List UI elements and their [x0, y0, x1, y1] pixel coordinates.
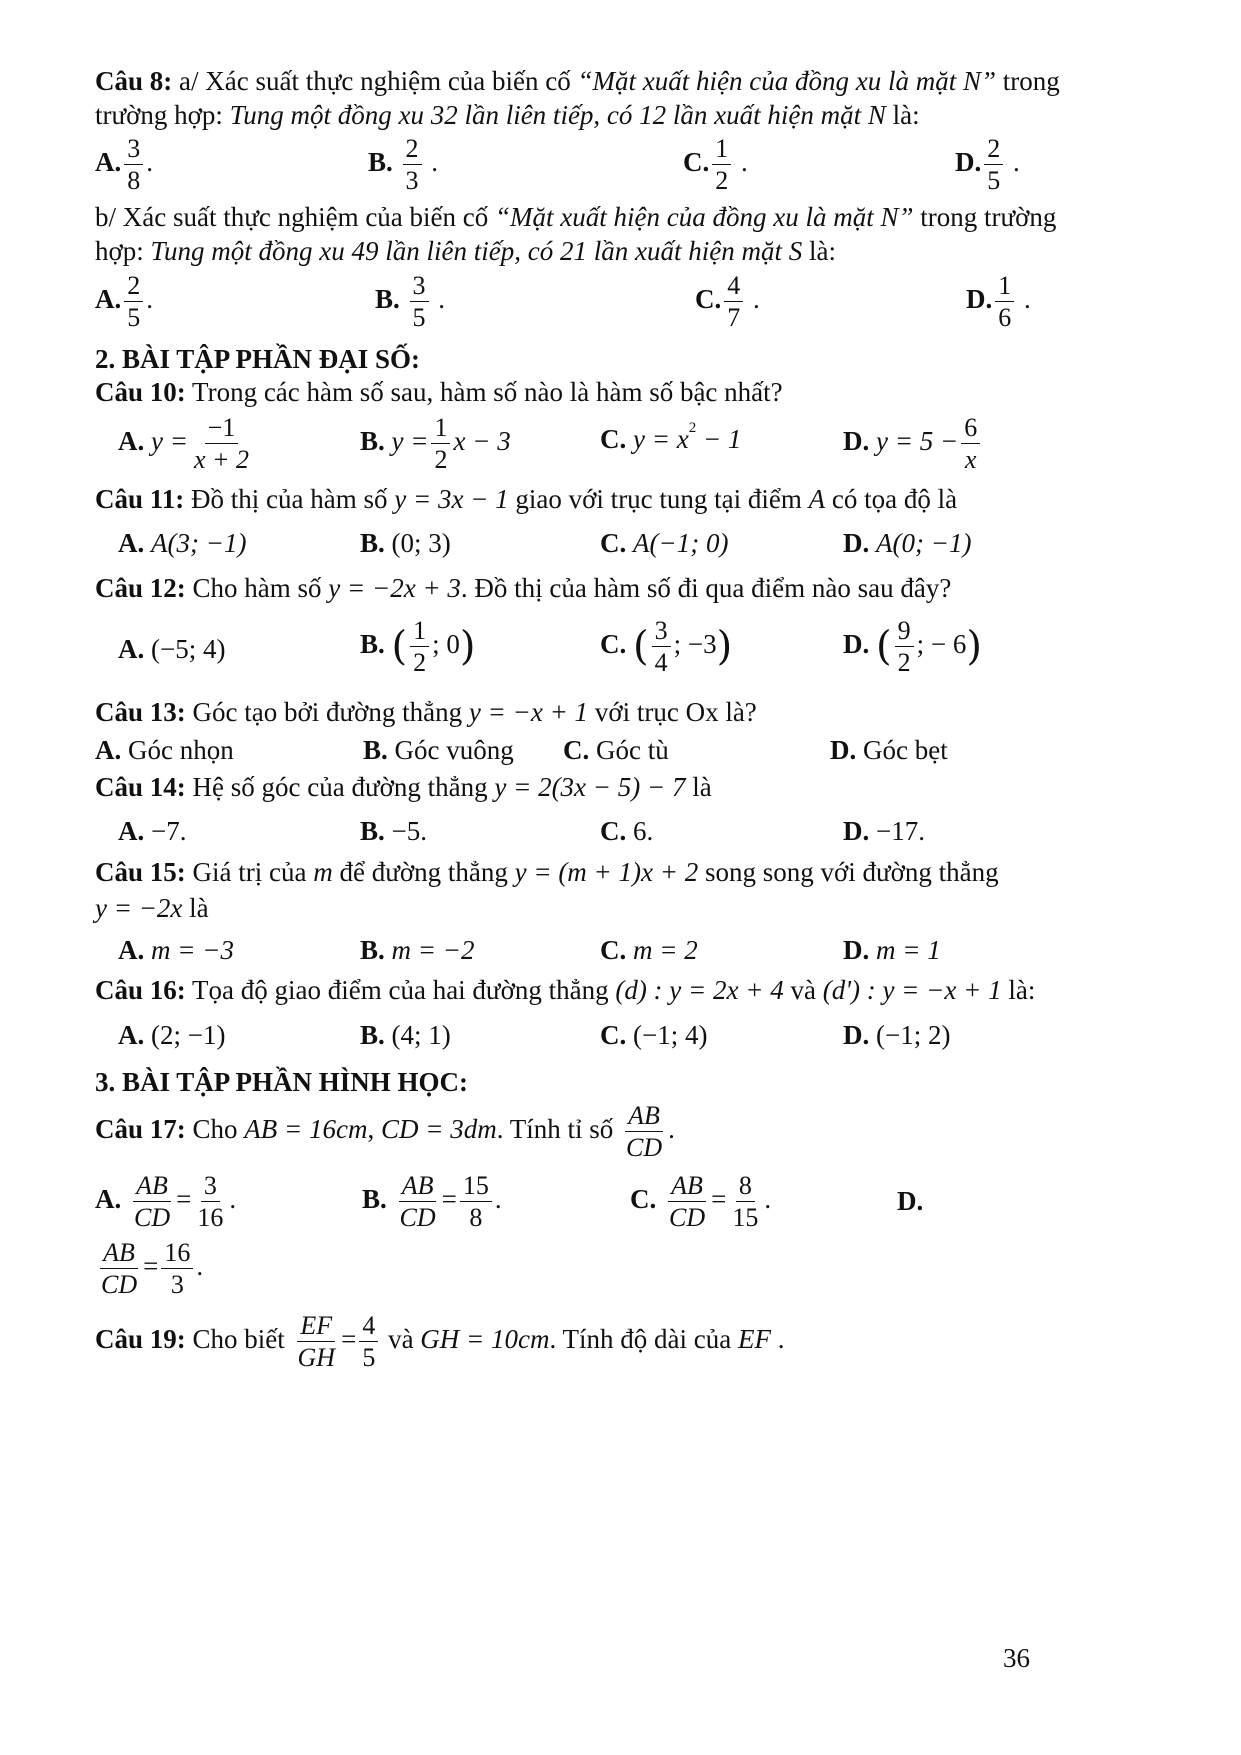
q12-c-rest: ; −3: [673, 628, 717, 659]
q15-option-a-key: A.: [118, 935, 145, 965]
q14-func: y = 2(3x − 5) − 7: [494, 772, 686, 802]
denominator: 4: [654, 648, 668, 678]
q17-comma: ,: [367, 1113, 381, 1144]
q15-option-b[interactable]: [360, 935, 474, 966]
q11-pre: Đồ thị của hàm số: [184, 484, 395, 514]
numerator: 4: [359, 1310, 378, 1342]
q8-a-case-post: là:: [885, 100, 920, 130]
denominator: 2: [897, 648, 911, 678]
q8-b-option-c-key: C.: [695, 283, 722, 314]
denominator: 16: [197, 1203, 224, 1233]
q11-option-c-value: A(−1; 0): [633, 528, 729, 558]
q16-label: Câu 16:: [95, 975, 186, 1005]
q11-option-b-value: (0; 3): [391, 528, 451, 558]
q12-option-a[interactable]: [118, 634, 225, 665]
q15-m: m: [313, 857, 333, 887]
q11-mid: giao với trục tung tại điểm: [508, 484, 809, 514]
q17-option-d-key: D.: [897, 1186, 924, 1216]
fraction: [124, 133, 143, 196]
q15-option-b-key: B.: [360, 935, 385, 965]
denominator: CD: [399, 1203, 436, 1233]
q17-ab: AB = 16cm: [244, 1113, 368, 1144]
q15-option-d-value: m = 1: [876, 935, 941, 965]
numerator: AB: [625, 1100, 663, 1132]
q16-option-c-value: (−1; 4): [633, 1020, 708, 1050]
q8-a-option-a[interactable]: A. $\frac{3}{8}$ .: [95, 134, 153, 196]
numerator: AB: [399, 1170, 437, 1202]
numerator: 1: [995, 270, 1014, 302]
fraction: [995, 270, 1014, 333]
q13-stem: [95, 697, 757, 728]
q15-func: y = (m + 1)x + 2: [514, 857, 699, 887]
q16-option-a-value: (2; −1): [151, 1020, 226, 1050]
q17-option-d[interactable]: [897, 1186, 923, 1217]
q17-option-b[interactable]: B. $\frac{AB}{CD}$ = $\frac{15}{8}$ .: [362, 1171, 502, 1233]
q16-option-a-key: A.: [118, 1020, 145, 1050]
q13-option-d-key: D.: [830, 735, 857, 765]
denominator: 8: [127, 166, 141, 196]
q8-a-option-b-key: B.: [368, 146, 393, 177]
q12-option-c[interactable]: [600, 615, 732, 678]
q17-option-c-key: C.: [630, 1183, 657, 1214]
fraction: [410, 270, 429, 333]
q8-a-option-c-key: C.: [683, 146, 710, 177]
q8-a-option-b[interactable]: B. $\frac{2}{3}$ .: [368, 134, 439, 196]
q14-option-b-value: −5.: [391, 816, 427, 846]
numerator: EF: [297, 1310, 335, 1342]
fraction: [431, 412, 450, 475]
q16-pre: Tọa độ giao điểm của hai đường thẳng: [185, 975, 616, 1005]
q17-option-d-value: $\frac{AB}{CD}$ = $\frac{16}{3}$ .: [95, 1237, 203, 1300]
q17-label: Câu 17:: [95, 1113, 186, 1144]
q16-option-c-key: C.: [600, 1020, 627, 1050]
q10-option-d-key: D.: [843, 425, 870, 456]
left-paren: (: [633, 623, 649, 670]
q8-b-option-b-key: B.: [375, 283, 400, 314]
denominator: 2: [434, 445, 448, 475]
q14-option-d-value: −17.: [876, 816, 925, 846]
numerator: 1: [431, 412, 450, 444]
q10-c-post: − 1: [696, 424, 742, 454]
denominator: 2: [715, 166, 729, 196]
fraction: [131, 1170, 173, 1233]
q15-option-c[interactable]: [600, 935, 698, 966]
q11-pt: A: [808, 484, 826, 514]
q11-option-c[interactable]: [600, 528, 728, 559]
q14-option-a-value: −7.: [151, 816, 187, 846]
q16-option-d-key: D.: [843, 1020, 870, 1050]
q11-option-a[interactable]: [118, 528, 246, 559]
q10-option-b-key: B.: [360, 425, 385, 456]
q8-a-tail: trong: [996, 66, 1060, 96]
numerator: 1: [410, 615, 429, 647]
q16-option-c[interactable]: [600, 1020, 707, 1051]
q8-b-case-pre: hợp:: [95, 236, 151, 266]
q8-b-case-post: là:: [802, 236, 836, 266]
numerator: AB: [668, 1170, 706, 1202]
q11-stem: [95, 484, 957, 515]
q13-option-b[interactable]: [363, 735, 514, 766]
q14-option-d-key: D.: [843, 816, 870, 846]
q8-b-event: “Mặt xuất hiện của đồng xu là mặt N”: [495, 202, 914, 232]
fraction: [652, 615, 671, 678]
q13-option-c[interactable]: [563, 735, 669, 766]
q14-post: là: [685, 772, 712, 802]
q8-b-intro: b/ Xác suất thực nghiệm của biến cố: [95, 202, 496, 232]
q19-label: Câu 19:: [95, 1323, 186, 1354]
fraction: [724, 270, 743, 333]
q10-b-post: x − 3: [453, 425, 511, 456]
q14-option-a[interactable]: [118, 816, 186, 847]
q10-text: Trong các hàm số sau, hàm số nào là hàm số bậc nhất?: [185, 377, 783, 407]
q8-a-line2: [95, 100, 920, 131]
q16-d1: (d) : y = 2x + 4: [615, 975, 784, 1005]
numerator: 15: [460, 1170, 492, 1202]
q8-a-case-pre: trường hợp:: [95, 100, 230, 130]
q8-b-case: Tung một đồng xu 49 lần liên tiếp, có 21 lần xuất hiện mặt S: [150, 236, 803, 266]
q11-option-a-key: A.: [118, 528, 145, 558]
fraction: [295, 1310, 339, 1373]
numerator: AB: [100, 1237, 138, 1269]
q12-option-a-key: A.: [118, 634, 145, 664]
q17-dot: .: [668, 1113, 675, 1144]
q13-option-a-key: A.: [95, 735, 122, 765]
numerator: 4: [724, 270, 743, 302]
fraction: [124, 270, 143, 333]
q8-a-option-d[interactable]: D. $\frac{2}{5}$ .: [955, 134, 1020, 196]
fraction: [729, 1170, 761, 1233]
numerator: 2: [984, 133, 1003, 165]
q15-stem: [95, 857, 999, 888]
q13-option-c-key: C.: [563, 735, 590, 765]
q15-option-a[interactable]: [118, 935, 234, 966]
numerator: AB: [133, 1170, 171, 1202]
q8-a-case: Tung một đồng xu 32 lần liên tiếp, có 12 lần xuất hiện mặt N: [229, 100, 886, 130]
denominator: x: [964, 445, 977, 475]
q10-option-c-key: C.: [600, 424, 627, 454]
q11-option-a-value: A(3; −1): [151, 528, 247, 558]
q11-label: Câu 11:: [95, 484, 185, 514]
numerator: −1: [205, 412, 239, 444]
q13-pre: Góc tạo bởi đường thẳng: [185, 697, 469, 727]
q14-option-d[interactable]: [843, 816, 925, 847]
q12-option-c-key: C.: [600, 628, 627, 659]
q8-a-option-d-key: D.: [955, 146, 982, 177]
q14-option-a-key: A.: [118, 816, 145, 846]
q19-stem: Câu 19: Cho biết $\frac{EF}{GH}$ = $\frac{4}{5}$ và GH = 10cm. Tính độ dài của EF .: [95, 1311, 785, 1373]
q8-b-option-c[interactable]: C. $\frac{4}{7}$ .: [695, 271, 760, 333]
q8-a-intro: a/ Xác suất thực nghiệm của biến cố: [172, 66, 578, 96]
fraction: [623, 1100, 665, 1163]
q14-option-b-key: B.: [360, 816, 385, 846]
q16-option-d[interactable]: [843, 1020, 950, 1051]
numerator: 3: [124, 133, 143, 165]
q15-option-d[interactable]: [843, 935, 941, 966]
q11-option-d-value: A(0; −1): [876, 528, 972, 558]
q10-stem: [95, 377, 783, 408]
q10-label: Câu 10:: [95, 377, 186, 407]
denominator: 5: [412, 303, 426, 333]
q15-option-d-key: D.: [843, 935, 870, 965]
q8-b-option-d[interactable]: D. $\frac{1}{6}$ .: [966, 271, 1031, 333]
q8-b-line1: [95, 202, 1056, 233]
q15-stem-line2: [95, 893, 209, 924]
q10-option-d[interactable]: [843, 412, 983, 475]
fraction: [403, 133, 422, 196]
q13-func: y = −x + 1: [468, 697, 589, 727]
numerator: 9: [895, 615, 914, 647]
q11-option-d[interactable]: [843, 528, 971, 559]
q13-option-a-value: Góc nhọn: [121, 735, 234, 765]
q12-option-b[interactable]: [360, 615, 476, 678]
q10-d-pre: y = 5 −: [876, 425, 959, 456]
q8-b-option-a[interactable]: A. $\frac{2}{5}$ .: [95, 271, 153, 333]
denominator: CD: [134, 1203, 171, 1233]
q19-ef: EF: [737, 1323, 771, 1354]
q15-line2: y = −2x: [95, 893, 183, 923]
q8-a-event: “Mặt xuất hiện của đồng xu là mặt N”: [577, 66, 996, 96]
denominator: 3: [170, 1270, 184, 1300]
q11-option-b[interactable]: [360, 528, 451, 559]
denominator: 8: [469, 1203, 483, 1233]
q10-c-sup: 2: [688, 420, 697, 436]
denominator: 2: [413, 648, 427, 678]
q12-stem: [95, 573, 951, 604]
q14-option-c-key: C.: [600, 816, 627, 846]
fraction: [397, 1170, 439, 1233]
q19-end: .: [770, 1323, 785, 1354]
q8-b-tail: trong trường: [913, 202, 1057, 232]
q15-post: song song với đường thẳng: [698, 857, 999, 887]
q12-d-rest: ; − 6: [916, 628, 967, 659]
q10-c-pre: y = x: [633, 424, 689, 454]
fraction: [194, 1170, 226, 1233]
q11-option-b-key: B.: [360, 528, 385, 558]
q14-option-c-value: 6.: [633, 816, 654, 846]
q12-func: y = −2x + 3: [328, 573, 461, 603]
fraction: [161, 1237, 193, 1300]
denominator: 5: [987, 166, 1001, 196]
q14-option-c[interactable]: [600, 816, 653, 847]
q15-option-c-key: C.: [600, 935, 627, 965]
q17-post: . Tính tỉ số: [496, 1113, 620, 1144]
denominator: CD: [101, 1270, 138, 1300]
denominator: x + 2: [193, 445, 250, 475]
fraction: [712, 133, 731, 196]
q10-option-c[interactable]: [600, 420, 742, 455]
fraction: [359, 1310, 378, 1373]
q17-cd: CD = 3dm: [380, 1113, 497, 1144]
q8-a-option-a-key: A.: [95, 146, 122, 177]
q8-b-option-b[interactable]: B. $\frac{3}{5}$ .: [375, 271, 446, 333]
numerator: 3: [201, 1170, 220, 1202]
numerator: 1: [712, 133, 731, 165]
denominator: 3: [405, 166, 419, 196]
q13-option-c-value: Góc tù: [589, 735, 669, 765]
right-paren: ): [966, 623, 982, 670]
fraction: [460, 1170, 492, 1233]
denominator: 15: [732, 1203, 759, 1233]
right-paren: ): [716, 623, 733, 670]
q14-pre: Hệ số góc của đường thẳng: [185, 772, 495, 802]
q12-label: Câu 12:: [95, 573, 186, 603]
denominator: CD: [669, 1203, 706, 1233]
denominator: 6: [998, 303, 1012, 333]
q17-option-c[interactable]: C. $\frac{AB}{CD}$ = $\frac{8}{15}$ .: [630, 1171, 772, 1233]
q11-option-d-key: D.: [843, 528, 870, 558]
q13-option-b-key: B.: [363, 735, 388, 765]
q12-pre: Cho hàm số: [185, 573, 329, 603]
q13-option-a[interactable]: [95, 735, 234, 766]
q14-option-b[interactable]: [360, 816, 427, 847]
q12-option-d[interactable]: [843, 615, 982, 678]
right-paren: ): [459, 623, 476, 670]
q16-stem: [95, 975, 1035, 1006]
q16-option-a[interactable]: [118, 1020, 225, 1051]
q19-post: . Tính độ dài của: [549, 1323, 738, 1354]
q12-option-b-key: B.: [360, 628, 385, 659]
denominator: 7: [727, 303, 741, 333]
q17-option-a[interactable]: A. $\frac{AB}{CD}$ = $\frac{3}{16}$ .: [95, 1171, 237, 1233]
fraction: [191, 412, 252, 475]
q17-stem: [95, 1100, 675, 1163]
page-number: 36: [1003, 1643, 1030, 1673]
q15-mid: để đường thẳng: [332, 857, 515, 887]
denominator: CD: [625, 1133, 663, 1163]
q10-option-a-key: A.: [118, 425, 145, 456]
q19-mid: và: [381, 1323, 421, 1354]
q19-gh: GH = 10cm: [420, 1323, 550, 1354]
q15-label: Câu 15:: [95, 857, 186, 887]
q14-label: Câu 14:: [95, 772, 186, 802]
q8-b-line2: [95, 236, 836, 267]
q13-option-d-value: Góc bẹt: [856, 735, 948, 765]
q12-post: . Đồ thị của hàm số đi qua điểm nào sau đây?: [460, 573, 952, 603]
fraction: [984, 133, 1003, 196]
q12-option-a-value: (−5; 4): [151, 634, 226, 664]
fraction: [895, 615, 914, 678]
q10-option-a[interactable]: [118, 412, 255, 475]
numerator: 2: [403, 133, 422, 165]
q12-b-rest: ; 0: [432, 628, 460, 659]
q11-func: y = 3x − 1: [394, 484, 509, 514]
q15-option-a-value: m = −3: [151, 935, 234, 965]
q15-line2-post: là: [182, 893, 209, 923]
q19-pre: Cho biết: [185, 1323, 292, 1354]
q10-b-pre: y =: [391, 425, 429, 456]
q8-b-option-d-key: D.: [966, 283, 993, 314]
q13-option-b-value: Góc vuông: [387, 735, 514, 765]
q16-option-b-value: (4; 1): [391, 1020, 451, 1050]
q17-option-b-key: B.: [362, 1183, 387, 1214]
fraction: [98, 1237, 140, 1300]
q8-label: Câu 8:: [95, 66, 173, 96]
q12-option-d-key: D.: [843, 628, 870, 659]
denominator: GH: [297, 1343, 336, 1373]
q10-a-pre: y =: [151, 425, 188, 456]
fraction: [666, 1170, 708, 1233]
section-3-heading: 3. BÀI TẬP PHẦN HÌNH HỌC:: [95, 1067, 469, 1097]
q13-post: với trục Ox là?: [588, 697, 757, 727]
q8-a-option-c[interactable]: C. $\frac{1}{2}$ .: [683, 134, 748, 196]
q14-stem: [95, 772, 712, 803]
numerator: 3: [652, 615, 671, 647]
q11-option-c-key: C.: [600, 528, 627, 558]
q10-option-b[interactable]: [360, 412, 511, 475]
q15-option-c-value: m = 2: [633, 935, 698, 965]
q16-option-b[interactable]: [360, 1020, 451, 1051]
q8-b-option-a-key: A.: [95, 283, 122, 314]
left-paren: (: [876, 623, 892, 670]
q16-d2: (d') : y = −x + 1: [822, 975, 1002, 1005]
q13-option-d[interactable]: [830, 735, 948, 766]
section-2-heading: 2. BÀI TẬP PHẦN ĐẠI SỐ:: [95, 344, 421, 374]
left-paren: (: [391, 623, 408, 670]
numerator: 8: [736, 1170, 755, 1202]
q13-label: Câu 13:: [95, 697, 186, 727]
q16-option-d-value: (−1; 2): [876, 1020, 951, 1050]
q16-and: và: [783, 975, 823, 1005]
numerator: 3: [410, 270, 429, 302]
q15-pre: Giá trị của: [185, 857, 314, 887]
q16-post: là:: [1001, 975, 1036, 1005]
denominator: 5: [127, 303, 141, 333]
q11-post: có tọa độ là: [825, 484, 958, 514]
q15-option-b-value: m = −2: [391, 935, 475, 965]
q16-option-b-key: B.: [360, 1020, 385, 1050]
q17-pre: Cho: [185, 1113, 245, 1144]
numerator: 16: [161, 1237, 193, 1269]
fraction: [961, 412, 980, 475]
numerator: 2: [124, 270, 143, 302]
denominator: 5: [362, 1343, 376, 1373]
q8-a-line1: [95, 66, 1060, 97]
q17-option-a-key: A.: [95, 1183, 122, 1214]
fraction: [410, 615, 429, 678]
numerator: 6: [961, 412, 980, 444]
